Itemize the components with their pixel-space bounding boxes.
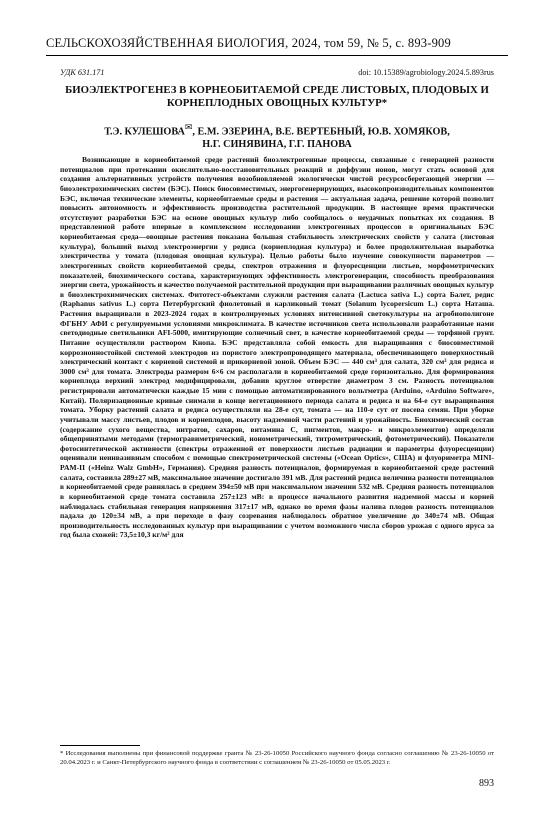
- corresponding-author: Т.Э. КУЛЕШОВА: [104, 126, 185, 138]
- envelope-icon: ✉: [184, 122, 193, 132]
- udk-code: УДК 631.171: [60, 68, 105, 77]
- page-number: 893: [479, 778, 494, 789]
- header-rule: [46, 55, 508, 56]
- abstract: Возникающие в корнеобитаемой среде растений биоэлектрогенные процессы, связанные с генерацией разности потенциалов при протекании окислительно-восстановительных реакций и диффузии ионов, могут стать основой для создания альтернативных устройств получения возобновляемой экологически чистой ресурсосберегающей энергии — биоэлектрохимических систем (БЭС). Поиск биосовместимых, энергогенерирующих, высокопроизводительных компонентов БЭС, включая технические элементы, корнеобитаемые среды и растения — актуальная задача, решение которой позволит повысить автономность и эффективность производства растительной продукции. В настоящее время практически отсутствуют разработки БЭС на основе овощных культур либо сообщалось о неудачных попытках их создания. В представленной работе впервые в комплексном исследовании электрогенных процессов в оригинальных БЭС корнеобитаемая среда—овощные растения показана большая стабильность электрических свойств у салата (листовая культура), больший выход электроэнергии у редиса (корнеплодная культура) и более продолжительная выработка электричества у томата (плодовая овощная культура). Целью работы было изучение совокупности параметров — электрогенных свойств корнеобитаемой среды, спектров отражения и флуоресценции листьев, морфометрических показателей, биохимического состава, характеризующих эффективность электрогенерации, способность преобразования энергии света, урожайность и качество получаемой растительной продукции при выращивании различных овощных культур в биоэлектрохимических системах. Фитотест-объектами служили растения салата (Lactuca sativa L.) сорта Балет, редис (Raphanus sativus L.) сорта Петербургский фиолетовый и карликовый томат (Solanum lycopersicum L.) сорта Наташа. Растения выращивали в 2023-2024 годах в контролируемых условиях интенсивной светокультуры на агробиополигоне ФГБНУ АФИ с регулируемыми условиями микроклимата. В качестве источников света использовали разработанные нами светодиодные светильники AFI-5000, имитирующие солнечный свет, в качестве корнеобитаемой среды — торфяной грунт. Питание осуществляли раствором Кнопа. БЭС представляла собой емкость для выращивания с биосовместимой коррозионностойкой системой электродов из пористого электропроводящего материала, обеспечивающего поверхностный электрический контакт с корневой системой и прикорневой зоной. Объем БЭС — 440 см³ для салата, 320 см³ для редиса и 3000 см³ для томата. Электроды размером 6×6 см располагали в корнеобитаемой среде горизонтально. Для формирования корнеплода верхний электрод модифицировали, добавив круглое отверстие диаметром 3 см. Разность потенциалов регистрировали автоматически каждые 15 мин с помощью автоматизированного вольтметра (Arduino, «Arduino Software», Китай). Поляризационные кривые снимали в конце вегетационного периода салата и редиса и на 64-е сут выращивания томата. Уборку растений салата и редиса осуществляли на 28-е сут, томата — на 110-е сут от посева семян. При уборке учитывали массу листьев, плодов и корнеплодов, высоту надземной части растений и урожайность. Биохимический состав (содержание сухого вещества, нитратов, сахаров, витамина С, пигментов, макро- и микроэлементов) определяли общепринятыми методами (термогравиметрический, ионометрический, титрометрический, фотометрический). Показатели фотосинтетической активности (спектры отраженной от поверхности листьев радиации и параметры флуоресценции) оценивали неинвазивным способом с помощью спектрометрической системы («Ocean Optics», США) и флуориметра MINI-PAM-II («Heinz Walz GmbH», Германия). Средняя разность потенциалов, формируемая в корнеобитаемой среде растений салата, составила 289±27 мВ, максимальное значение достигало 391 мВ. Для растений редиса величина разности потенциалов в корнеобитаемой среде равнялась в среднем 394±50 мВ при максимальном значении 532 мВ. Средняя разность потенциалов в корнеобитаемой среде томата составила 257±123 мВ: в процессе начального развития надземной массы и корней наблюдалась стабильная генерация напряжения 317±17 мВ, однако во время фазы налива плодов разность потенциалов падала до 120±34 мВ, а при переходе в фазу созревания наблюдалось обратное увеличение до 340±74 мВ. Общая производительность исследованных культур при выращивании с учетом возможного числа сборов урожая с одного яруса за год была схожей: 73,5±10,3 кг/м² для: [60, 155, 494, 540]
- running-head: СЕЛЬСКОХОЗЯЙСТВЕННАЯ БИОЛОГИЯ, 2024, том 59, № 5, с. 893-909: [46, 36, 451, 50]
- footnote-rule: [60, 745, 140, 746]
- footnote: * Исследования выполнены при финансовой поддержке гранта № 23-26-10050 Российского научного фонда согласно соглашению № 23-26-10050 от 20.04.2023 г. и Санкт-Петербургского научного фонда в соответствии с соглашением № 23-26-10050 от 05.05.2023 г.: [60, 750, 494, 766]
- doi: doi: 10.15389/agrobiology.2024.5.893rus: [358, 68, 494, 77]
- authors: [60, 121, 494, 151]
- article-title: БИОЭЛЕКТРОГЕНЕЗ В КОРНЕОБИТАЕМОЙ СРЕДЕ ЛИСТОВЫХ, ПЛОДОВЫХ И КОРНЕПЛОДНЫХ ОВОЩНЫХ КУЛЬТУР*: [65, 84, 489, 109]
- authors-line2: Н.Г. СИНЯВИНА, Г.Г. ПАНОВА: [202, 139, 352, 151]
- authors-line1-rest: , Е.М. ЭЗЕРИНА, В.Е. ВЕРТЕБНЫЙ, Ю.В. ХОМЯКОВ,: [192, 126, 450, 138]
